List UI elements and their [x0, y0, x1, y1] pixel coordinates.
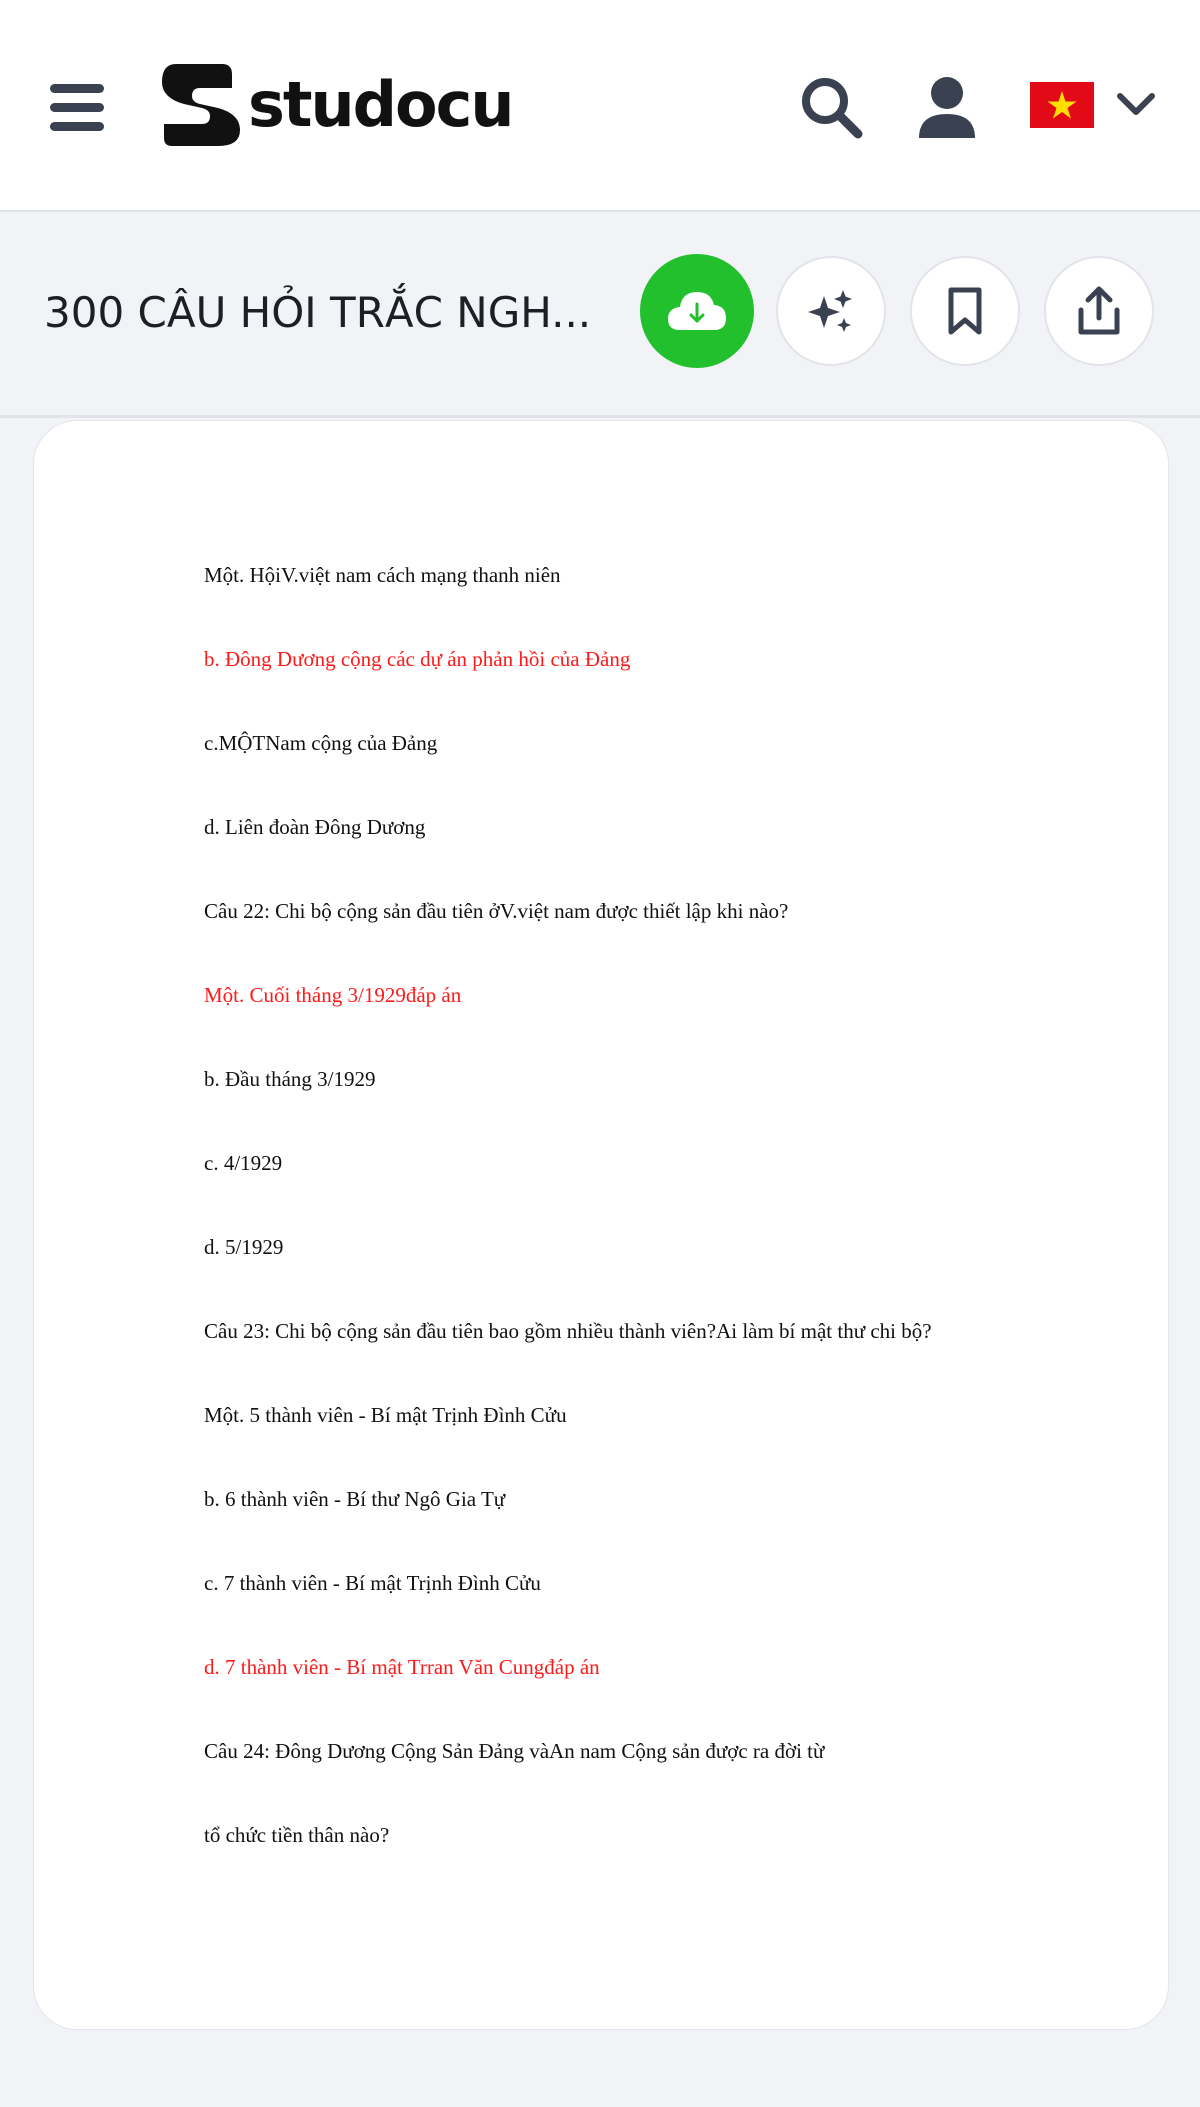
save-button[interactable]: [910, 256, 1020, 366]
share-button[interactable]: [1044, 256, 1154, 366]
document-line-question: Câu 24: Đông Dương Cộng Sản Đảng vàAn nam Cộng sản được ra đời từ: [204, 1739, 825, 1763]
document-line: b. 6 thành viên - Bí thư Ngô Gia Tự: [204, 1487, 506, 1511]
document-line-answer: b. Đông Dương cộng các dự án phản hồi của Đảng: [204, 647, 631, 671]
document-line: Một. 5 thành viên - Bí mật Trịnh Đình Cửu: [204, 1403, 567, 1427]
document-line: b. Đầu tháng 3/1929: [204, 1067, 376, 1091]
vietnam-flag-icon[interactable]: [1030, 82, 1094, 128]
bookmark-icon: [945, 286, 985, 336]
document-title[interactable]: 300 CÂU HỎI TRẮC NGH...: [44, 288, 592, 337]
search-icon[interactable]: [798, 74, 864, 140]
document-line: c. 4/1929: [204, 1151, 283, 1175]
document-line: tổ chức tiền thân nào?: [204, 1823, 390, 1847]
document-line-answer: Một. Cuối tháng 3/1929đáp án: [204, 983, 462, 1007]
document-line-question: Câu 23: Chi bộ cộng sản đầu tiên bao gồm nhiều thành viên?Ai làm bí mật thư chi bộ?: [204, 1319, 932, 1343]
ai-assistant-button[interactable]: [776, 256, 886, 366]
document-line: d. 5/1929: [204, 1235, 284, 1259]
document-line: Một. HộiV.việt nam cách mạng thanh niên: [204, 563, 561, 587]
download-button[interactable]: [640, 254, 754, 368]
sparkles-icon: [806, 286, 856, 336]
top-navigation-bar: [0, 0, 1200, 212]
share-icon: [1076, 286, 1122, 336]
document-line-answer: d. 7 thành viên - Bí mật Trran Văn Cungđáp án: [204, 1655, 600, 1679]
document-toolbar: [0, 212, 1200, 418]
document-line: c. 7 thành viên - Bí mật Trịnh Đình Cửu: [204, 1571, 541, 1595]
studocu-logo-mark: [156, 58, 246, 152]
studocu-logo[interactable]: [156, 58, 513, 152]
document-page: [33, 420, 1169, 2030]
user-icon[interactable]: [916, 76, 978, 140]
cloud-download-icon: [666, 288, 728, 334]
document-line: d. Liên đoàn Đông Dương: [204, 815, 426, 839]
hamburger-menu-icon[interactable]: [50, 82, 104, 132]
document-line-question: Câu 22: Chi bộ cộng sản đầu tiên ởV.việt nam được thiết lập khi nào?: [204, 899, 789, 923]
logo-wordmark: studocu: [248, 68, 513, 141]
chevron-down-icon[interactable]: [1114, 88, 1158, 120]
document-line: c.MỘTNam cộng của Đảng: [204, 731, 438, 755]
